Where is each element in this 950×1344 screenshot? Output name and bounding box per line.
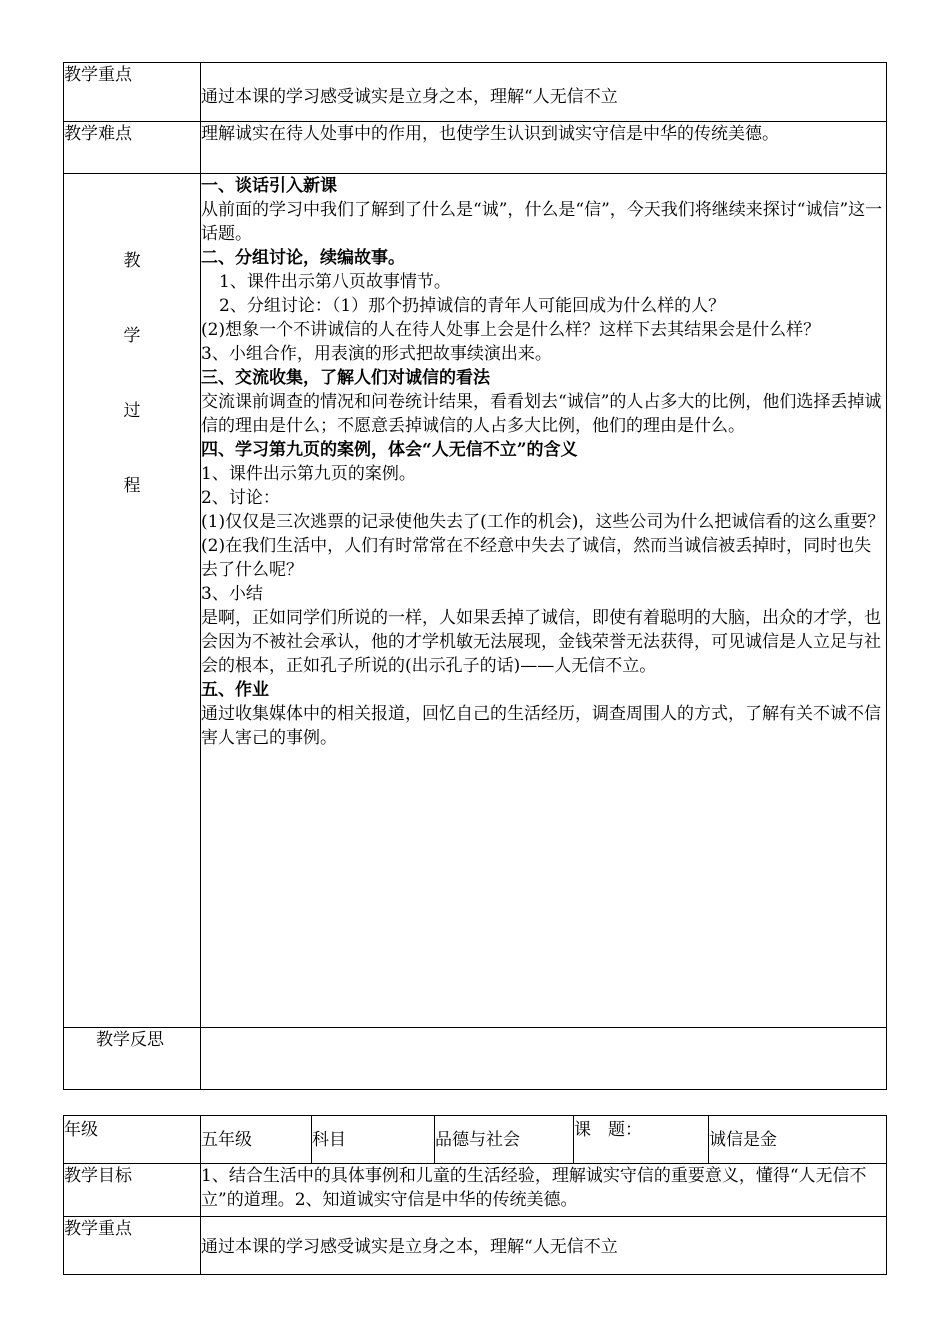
- topic-value: 诚信是金: [709, 1116, 887, 1164]
- lesson-plan-table-2: [63, 1115, 887, 1275]
- process-text: 是啊，正如同学们所说的一样，人如果丢掉了诚信，即使有着聪明的大脑，出众的才学，也会因为不被社会承认，他的才学机敏无法展现，金钱荣誉无法获得，可见诚信是人立足与社会的根本，正如孔子所说的(出示孔子的话)——人无信不立。: [201, 608, 881, 676]
- section-heading: 五、作业: [201, 680, 269, 700]
- difficulties-row: [64, 122, 887, 174]
- key-points-value-2: 通过本课的学习感受诚实是立身之本，理解“人无信不立: [201, 1217, 887, 1275]
- process-label-char: 过: [123, 401, 141, 421]
- process-text: 3、小结: [201, 584, 263, 604]
- objectives-value: 1、结合生活中的具体事例和儿童的生活经验，理解诚实守信的重要意义，懂得“人无信不立”的道理。2、知道诚实守信是中华的传统美德。: [201, 1164, 887, 1217]
- objectives-row: [64, 1164, 887, 1217]
- process-text: 从前面的学习中我们了解到了什么是“诚”，什么是“信”，今天我们将继续来探讨“诚信”这一话题。: [201, 200, 883, 244]
- process-text: 通过收集媒体中的相关报道，回忆自己的生活经历，调查周围人的方式，了解有关不诚不信害人害己的事例。: [201, 704, 881, 748]
- header-row: [64, 1116, 887, 1164]
- reflection-label: 教学反思: [64, 1028, 201, 1090]
- process-text: 1、课件出示第八页故事情节。: [219, 272, 451, 292]
- process-label-char: 学: [123, 326, 141, 346]
- process-text: (2)想象一个不讲诚信的人在待人处事上会是什么样？这样下去其结果会是什么样？: [201, 320, 821, 340]
- grade-label: 年级: [64, 1116, 201, 1164]
- process-text: 2、讨论：: [201, 488, 280, 508]
- process-label-char: 程: [123, 476, 141, 496]
- key-points-value: 通过本课的学习感受诚实是立身之本，理解“人无信不立: [201, 63, 887, 122]
- key-points-label: 教学重点: [64, 63, 201, 122]
- subject-label: 科目: [312, 1116, 435, 1164]
- process-text: 2、分组讨论：（1）那个扔掉诚信的青年人可能回成为什么样的人？: [219, 296, 726, 316]
- objectives-label: 教学目标: [64, 1164, 201, 1217]
- section-heading: 一、谈话引入新课: [201, 176, 337, 196]
- key-points-row: [64, 63, 887, 122]
- lesson-plan-table-1: [63, 62, 887, 1090]
- topic-label: 课 题：: [574, 1116, 709, 1164]
- key-points-label-2: 教学重点: [64, 1217, 201, 1275]
- grade-value: 五年级: [201, 1116, 312, 1164]
- reflection-row: [64, 1028, 887, 1090]
- section-heading: 二、分组讨论，续编故事。: [201, 248, 405, 268]
- reflection-value: [201, 1028, 887, 1090]
- process-text: 3、小组合作，用表演的形式把故事续演出来。: [201, 344, 552, 364]
- process-label-char: 教: [123, 251, 141, 271]
- process-text: (2)在我们生活中，人们有时常常在不经意中失去了诚信，然而当诚信被丢掉时，同时也失去了什么呢？: [201, 536, 872, 580]
- difficulties-value: 理解诚实在待人处事中的作用，也使学生认识到诚实守信是中华的传统美德。: [201, 122, 887, 174]
- process-text: 1、课件出示第九页的案例。: [201, 464, 416, 484]
- section-heading: 三、交流收集，了解人们对诚信的看法: [201, 368, 490, 388]
- process-content: [201, 174, 887, 1028]
- process-label: [64, 174, 201, 1028]
- process-row: [64, 174, 887, 1028]
- process-text: (1)仅仅是三次逃票的记录使他失去了(工作的机会)，这些公司为什么把诚信看的这么重要？: [201, 512, 885, 532]
- section-heading: 四、学习第九页的案例，体会“人无信不立”的含义: [201, 440, 578, 460]
- subject-value: 品德与社会: [435, 1116, 574, 1164]
- difficulties-label: 教学难点: [64, 122, 201, 174]
- process-text: 交流课前调查的情况和问卷统计结果，看看划去“诚信”的人占多大的比例，他们选择丢掉诚信的理由是什么；不愿意丢掉诚信的人占多大比例，他们的理由是什么。: [201, 392, 882, 436]
- key-points-row-2: [64, 1217, 887, 1275]
